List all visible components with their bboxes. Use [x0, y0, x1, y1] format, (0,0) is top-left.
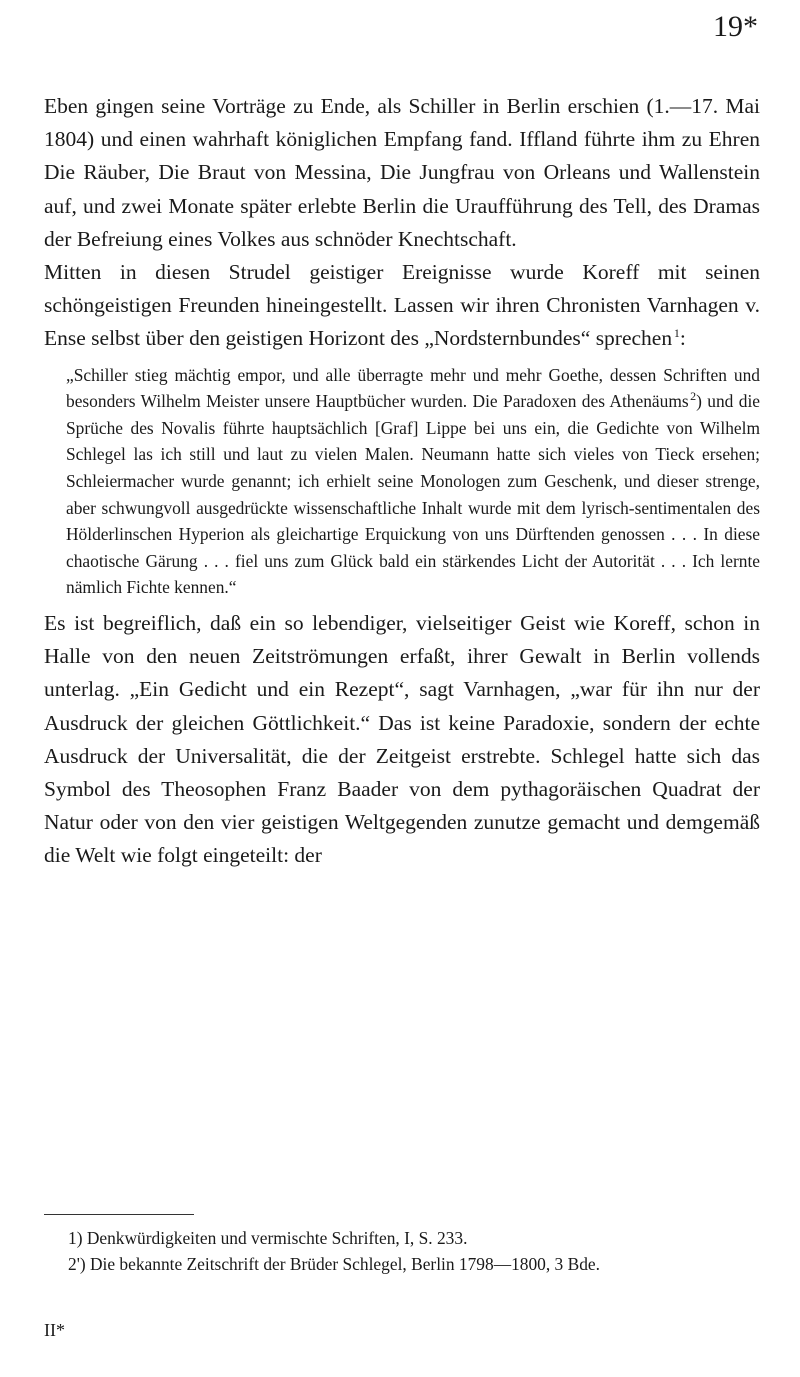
footnote-2: 2') Die bekannte Zeitschrift der Brüder Schlegel, Berlin 1798—1800, 3 Bde. [68, 1254, 600, 1274]
footnote-ref-2[interactable]: 2 [690, 389, 697, 404]
footnote-1: 1) Denkwürdigkeiten und vermischte Schriften, I, S. 233. [68, 1228, 468, 1248]
paragraph-2 [44, 256, 760, 356]
body-text [44, 90, 760, 873]
paragraph-3: Es ist begreiflich, daß ein so lebendiger, vielseitiger Geist wie Koreff, schon in Halle von den neuen Zeitströmungen erfaßt, ihrer Gewalt in Berlin vollends unterlag. „Ein Gedicht und ein Rezept“, sagt Varnhagen, „war für ihn nur der Ausdruck der gleichen Göttlichkeit.“ Das ist keine Paradoxie, sondern der echte Ausdruck der Universalität, die der Zeitgeist erstrebte. Schlegel hatte sich das Symbol des Theosophen Franz Baader von dem pythagoräischen Quadrat der Natur oder von den vier geistigen Weltgegenden zunutze gemacht und demgemäß die Welt wie folgt eingeteilt: der [44, 610, 760, 868]
block-quote [44, 362, 760, 601]
page-number: 19* [713, 10, 758, 43]
footnotes [44, 1225, 760, 1277]
paragraph-1: Eben gingen seine Vorträge zu Ende, als Schiller in Berlin erschien (1.—17. Mai 1804) und einen wahrhaft königlichen Empfang fand. Iffland führte ihm zu Ehren Die Räuber, Die Braut von Messina, Die Jungfrau von Orleans und Wallenstein auf, und zwei Monate später erlebte Berlin die Uraufführung des Tell, des Dramas der Befreiung eines Volkes aus schnöder Knechtschaft. [44, 94, 760, 251]
paragraph-2-tail: : [679, 326, 686, 351]
paragraph-2-text: Mitten in diesen Strudel geistiger Ereignisse wurde Koreff mit seinen schöngeistigen Freunden hineingestellt. Lassen wir ihren Chronisten Varnhagen v. Ense selbst über den geistigen Horizont des „Nordsternbundes“ sprechen [44, 260, 760, 351]
footnote-ref-1[interactable]: 1 [673, 326, 680, 341]
sheet-signature: II* [44, 1320, 65, 1340]
quote-text-part-1: „Schiller stieg mächtig empor, und alle überragte mehr und mehr Goethe, dessen Schriften und besonders Wilhelm Meister unsere Hauptbücher wurden. Die Paradoxen des Athenäums [66, 364, 760, 412]
quote-text-part-2: ) und die Sprüche des Novalis führte hauptsächlich [Graf] Lippe bei uns ein, die Gedichte von Wilhelm Schlegel las ich still und laut zu vielen Malen. Neumann hatte sich vieles von Tieck ersehen; Schleiermacher wurde genannt; ich erhielt seine Monologen zum Geschenk, und dieser strenge, aber schwungvoll ausgedrückte wissenschaftliche Inhalt wurde mit dem lyrisch-sentimentalen des Hölderlinschen Hyperion als gleichartige Erquickung von uns Dürftenden genossen . . . In diese chaotische Gärung . . . fiel uns zum Glück bald ein stärkendes Licht der Autorität . . . Ich lernte nämlich Fichte kennen.“ [66, 391, 760, 598]
footnote-divider [44, 1214, 194, 1215]
